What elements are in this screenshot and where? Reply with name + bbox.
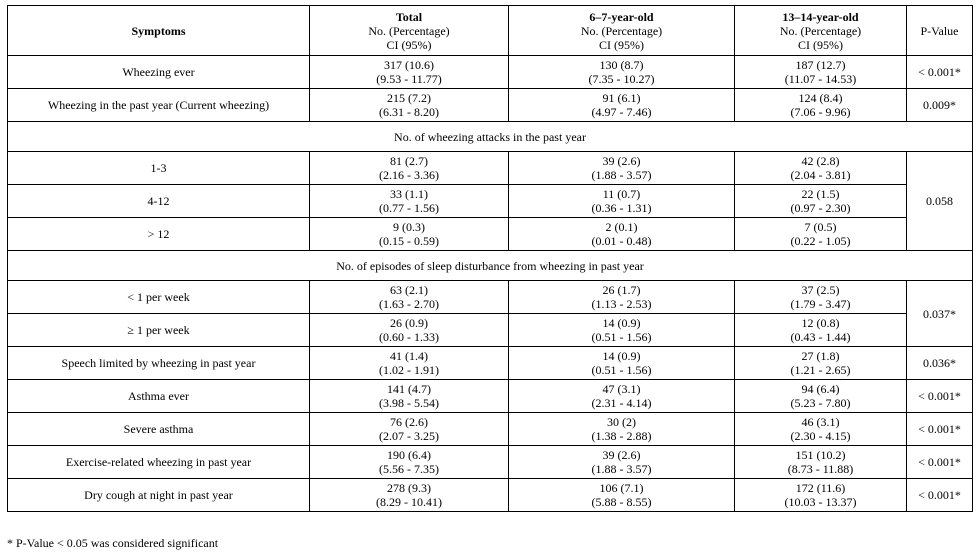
row-label: 1-3 — [8, 152, 310, 185]
cell-total: 63 (2.1) (1.63 - 2.70) — [310, 281, 509, 314]
cell-total: 33 (1.1) (0.77 - 1.56) — [310, 185, 509, 218]
cell-6-7: 14 (0.9) (0.51 - 1.56) — [509, 347, 735, 380]
section-row — [8, 251, 973, 281]
cell-13-14: 151 (10.2) (8.73 - 11.88) — [735, 446, 907, 479]
header-13-14-year-old: 13–14-year-old No. (Percentage) CI (95%) — [735, 6, 907, 56]
row-label: Asthma ever — [8, 380, 310, 413]
cell-p-value: 0.037* — [907, 281, 973, 347]
cell-p-value: < 0.001* — [907, 380, 973, 413]
cell-13-14: 124 (8.4) (7.06 - 9.96) — [735, 89, 907, 122]
row-label: 4-12 — [8, 185, 310, 218]
cell-total: 81 (2.7) (2.16 - 3.36) — [310, 152, 509, 185]
row-label: Dry cough at night in past year — [8, 479, 310, 512]
cell-13-14: 172 (11.6) (10.03 - 13.37) — [735, 479, 907, 512]
cell-p-value: < 0.001* — [907, 413, 973, 446]
cell-6-7: 106 (7.1) (5.88 - 8.55) — [509, 479, 735, 512]
table-row — [8, 185, 973, 218]
cell-13-14: 22 (1.5) (0.97 - 2.30) — [735, 185, 907, 218]
cell-13-14: 42 (2.8) (2.04 - 3.81) — [735, 152, 907, 185]
table-row — [8, 281, 973, 314]
table-row — [8, 314, 973, 347]
cell-p-value: 0.058 — [907, 152, 973, 251]
table-row — [8, 152, 973, 185]
cell-6-7: 39 (2.6) (1.88 - 3.57) — [509, 446, 735, 479]
table-row — [8, 347, 973, 380]
section-sleep-disturbance: No. of episodes of sleep disturbance from wheezing in past year — [8, 251, 973, 281]
cell-total: 278 (9.3) (8.29 - 10.41) — [310, 479, 509, 512]
cell-total: 190 (6.4) (5.56 - 7.35) — [310, 446, 509, 479]
cell-total: 41 (1.4) (1.02 - 1.91) — [310, 347, 509, 380]
cell-6-7: 2 (0.1) (0.01 - 0.48) — [509, 218, 735, 251]
table-row — [8, 479, 973, 512]
cell-13-14: 37 (2.5) (1.79 - 3.47) — [735, 281, 907, 314]
table-row — [8, 446, 973, 479]
cell-6-7: 47 (3.1) (2.31 - 4.14) — [509, 380, 735, 413]
cell-6-7: 30 (2) (1.38 - 2.88) — [509, 413, 735, 446]
cell-6-7: 130 (8.7) (7.35 - 10.27) — [509, 56, 735, 89]
symptoms-table — [7, 5, 973, 512]
row-label: ≥ 1 per week — [8, 314, 310, 347]
section-wheezing-attacks: No. of wheezing attacks in the past year — [8, 122, 973, 152]
cell-6-7: 14 (0.9) (0.51 - 1.56) — [509, 314, 735, 347]
cell-13-14: 94 (6.4) (5.23 - 7.80) — [735, 380, 907, 413]
cell-6-7: 11 (0.7) (0.36 - 1.31) — [509, 185, 735, 218]
cell-total: 26 (0.9) (0.60 - 1.33) — [310, 314, 509, 347]
cell-p-value: < 0.001* — [907, 479, 973, 512]
cell-total: 141 (4.7) (3.98 - 5.54) — [310, 380, 509, 413]
cell-13-14: 27 (1.8) (1.21 - 2.65) — [735, 347, 907, 380]
cell-p-value: < 0.001* — [907, 56, 973, 89]
cell-p-value: < 0.001* — [907, 446, 973, 479]
table-row — [8, 89, 973, 122]
cell-13-14: 46 (3.1) (2.30 - 4.15) — [735, 413, 907, 446]
footnote: * P-Value < 0.05 was considered significant — [7, 536, 219, 550]
header-symptoms: Symptoms — [8, 6, 310, 56]
cell-total: 215 (7.2) (6.31 - 8.20) — [310, 89, 509, 122]
row-label: Speech limited by wheezing in past year — [8, 347, 310, 380]
cell-total: 9 (0.3) (0.15 - 0.59) — [310, 218, 509, 251]
row-label: > 12 — [8, 218, 310, 251]
header-p-value: P-Value — [907, 6, 973, 56]
cell-6-7: 26 (1.7) (1.13 - 2.53) — [509, 281, 735, 314]
section-row — [8, 122, 973, 152]
row-label: Wheezing in the past year (Current wheezing) — [8, 89, 310, 122]
table-header-row — [8, 6, 973, 56]
cell-total: 317 (10.6) (9.53 - 11.77) — [310, 56, 509, 89]
cell-p-value: 0.036* — [907, 347, 973, 380]
table-row — [8, 413, 973, 446]
cell-6-7: 39 (2.6) (1.88 - 3.57) — [509, 152, 735, 185]
cell-p-value: 0.009* — [907, 89, 973, 122]
cell-13-14: 12 (0.8) (0.43 - 1.44) — [735, 314, 907, 347]
table-row — [8, 56, 973, 89]
cell-total: 76 (2.6) (2.07 - 3.25) — [310, 413, 509, 446]
cell-13-14: 187 (12.7) (11.07 - 14.53) — [735, 56, 907, 89]
row-label: Severe asthma — [8, 413, 310, 446]
header-6-7-year-old: 6–7-year-old No. (Percentage) CI (95%) — [509, 6, 735, 56]
table-row — [8, 380, 973, 413]
row-label: Exercise-related wheezing in past year — [8, 446, 310, 479]
row-label: Wheezing ever — [8, 56, 310, 89]
header-total: Total No. (Percentage) CI (95%) — [310, 6, 509, 56]
row-label: < 1 per week — [8, 281, 310, 314]
cell-13-14: 7 (0.5) (0.22 - 1.05) — [735, 218, 907, 251]
table-row — [8, 218, 973, 251]
cell-6-7: 91 (6.1) (4.97 - 7.46) — [509, 89, 735, 122]
